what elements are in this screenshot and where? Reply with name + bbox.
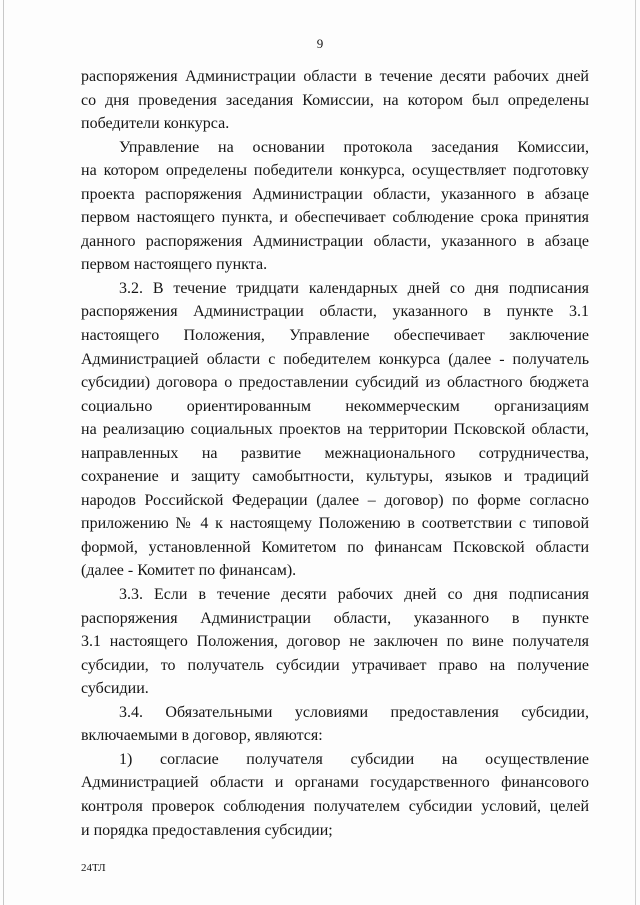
footer-code: 24ТЛ <box>81 862 106 874</box>
text-line: 3.4. Обязательными условиями предоставления субсидии, <box>119 703 589 721</box>
text-line: направленных на развитие межнационального сотрудничества, <box>81 444 589 462</box>
text-line: 3.2. В течение тридцати календарных дней со дня подписания <box>119 279 589 297</box>
text-line: народов Российской Федерации (далее – договор) по форме согласно <box>81 491 589 509</box>
text-line: проекта распоряжения Администрации области, указанного в абзаце <box>81 185 589 203</box>
text-line: контроля проверок соблюдения получателем субсидии условий, целей <box>81 797 589 815</box>
text-line: Управление на основании протокола заседания Комиссии, <box>119 138 589 156</box>
text-line: и порядка предоставления субсидии; <box>81 821 333 839</box>
text-line: Администрацией области с победителем конкурса (далее - получатель <box>81 350 589 368</box>
text-line: социально ориентированным некоммерческим организациям <box>81 397 589 415</box>
text-line: субсидии, то получатель субсидии утрачивает право на получение <box>81 656 589 674</box>
text-line: включаемыми в договор, являются: <box>81 727 323 745</box>
scan-edge-left <box>3 0 4 905</box>
text-line: настоящего Положения, Управление обеспечивает заключение <box>81 327 589 345</box>
text-line: приложению № 4 к настоящему Положению в соответствии с типовой <box>81 515 589 533</box>
text-line: 1) согласие получателя субсидии на осуществление <box>119 750 589 768</box>
text-line: первом настоящего пункта. <box>81 256 268 274</box>
text-line: 3.3. Если в течение десяти рабочих дней со дня подписания <box>119 586 589 604</box>
text-line: распоряжения Администрации области, указанного в пункте <box>81 609 589 627</box>
text-line: со дня проведения заседания Комиссии, на котором был определены <box>81 91 589 109</box>
page-number: 9 <box>316 36 324 51</box>
text-line: на котором определены победители конкурса, осуществляет подготовку <box>81 162 589 180</box>
text-line: победители конкурса. <box>81 115 230 133</box>
text-line: 3.1 настоящего Положения, договор не заключен по вине получателя <box>81 633 589 651</box>
text-line: субсидии) договора о предоставлении субсидий из областного бюджета <box>81 374 589 392</box>
text-line: на реализацию социальных проектов на территории Псковской области, <box>81 421 589 439</box>
text-line: формой, установленной Комитетом по финансам Псковской области <box>81 538 589 556</box>
text-line: субсидии. <box>81 680 149 698</box>
scan-edge-right <box>635 0 636 905</box>
text-line: сохранение и защиту самобытности, культуры, языков и традиций <box>81 468 589 486</box>
text-line: данного распоряжения Администрации области, указанного в абзаце <box>81 232 589 250</box>
text-line: распоряжения Администрации области, указанного в пункте 3.1 <box>81 303 589 321</box>
body-text <box>81 65 589 842</box>
text-line: распоряжения Администрации области в течение десяти рабочих дней <box>81 68 589 85</box>
text-line: (далее - Комитет по финансам). <box>81 562 297 580</box>
text-line: Администрацией области и органами государственного финансового <box>81 774 589 792</box>
text-line: первом настоящего пункта, и обеспечивает соблюдение срока принятия <box>81 209 589 227</box>
